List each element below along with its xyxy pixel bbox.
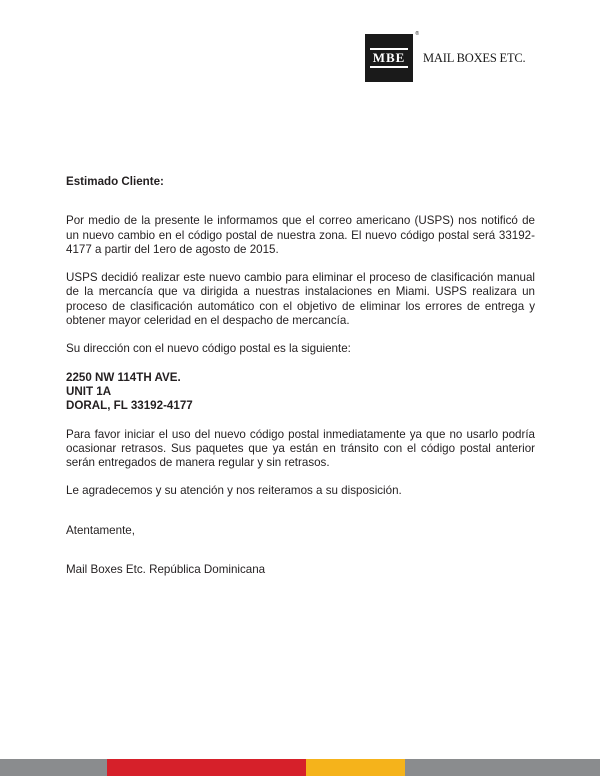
footer-segment-gray-1: [0, 759, 107, 776]
letter-paragraph-2: USPS decidió realizar este nuevo cambio para eliminar el proceso de clasificación manual de la mercancía que va dirigida a nuestras instalaciones en Miami. USPS realizara un proceso de clasificación automático con el objetivo de eliminar los errores de entrega y obtener mayor celeridad en el despacho de mercancía.: [66, 271, 535, 328]
letter-closing: Atentamente,: [66, 523, 135, 537]
footer-segment-yellow: [306, 759, 405, 776]
letter-paragraph-1: Por medio de la presente le informamos que el correo americano (USPS) nos notificó de un nuevo cambio en el código postal de nuestra zona. El nuevo código postal será 33192-4177 a partir del 1ero de agosto de 2015.: [66, 214, 535, 256]
letter-body: [66, 175, 535, 577]
letter-paragraph-5: Le agradecemos y su atención y nos reiteramos a su disposición.: [66, 484, 402, 498]
footer-segment-gray-2: [405, 759, 600, 776]
mbe-logo-mark: [365, 31, 419, 82]
address-line-2: UNIT 1A: [66, 384, 112, 398]
address-line-3: DORAL, FL 33192-4177: [66, 399, 193, 413]
logo-registered-mark: ®: [415, 31, 419, 37]
letter-greeting: Estimado Cliente:: [66, 175, 164, 188]
footer-segment-red: [107, 759, 306, 776]
logo-company-name: MAIL BOXES ETC.: [423, 50, 526, 65]
letter-paragraph-3: Su dirección con el nuevo código postal es la siguiente:: [66, 342, 351, 356]
letter-signature: Mail Boxes Etc. República Dominicana: [66, 563, 266, 577]
new-address-block: [66, 371, 535, 414]
address-line-1: 2250 NW 114TH AVE.: [66, 370, 181, 384]
mbe-logo: [365, 31, 526, 82]
letter-paragraph-4: Para favor iniciar el uso del nuevo código postal inmediatamente ya que no usarlo podría ocasionar retrasos. Sus paquetes que ya están en tránsito con el código postal anterior serán entregados de manera regular y sin retrasos.: [66, 427, 535, 470]
footer-color-bar: [0, 759, 600, 776]
logo-mark-text: MBE: [372, 50, 406, 65]
